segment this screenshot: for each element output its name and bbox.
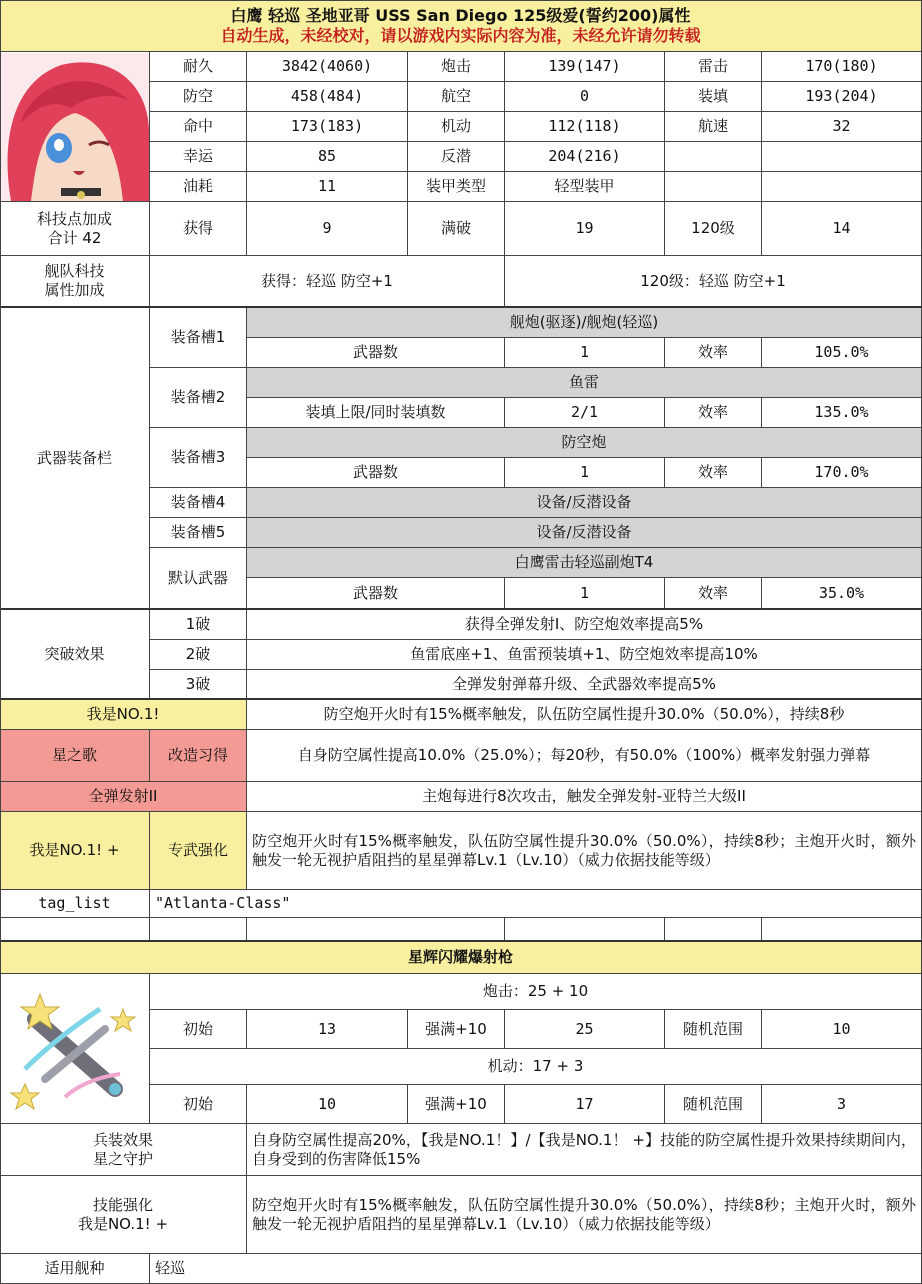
stat-label: 命中	[150, 112, 247, 142]
stat-value: 139(147)	[505, 52, 665, 82]
stat-value: 轻型装甲	[505, 172, 665, 202]
stat-label: 油耗	[150, 172, 247, 202]
spacer-cell	[247, 918, 505, 942]
stat-label: 炮击	[408, 52, 505, 82]
ship-type-label: 适用舰种	[0, 1254, 150, 1284]
stat-label: 耐久	[150, 52, 247, 82]
slot-type: 设备/反潜设备	[247, 518, 922, 548]
unique-stat-label: 初始	[150, 1085, 247, 1124]
unique-skill-desc: 防空炮开火时有15%概率触发，队伍防空属性提升30.0%（50.0%），持续8秒；主炮开火时，额外触发一轮无视护盾阻挡的星星弹幕Lv.1（Lv.10）（威力依据技能等级）	[247, 1176, 922, 1254]
slot-name: 装备槽4	[150, 488, 247, 518]
stat-value: 193(204)	[762, 82, 922, 112]
stat-value: 85	[247, 142, 408, 172]
slot-value: 1	[505, 338, 665, 368]
slot-type: 防空炮	[247, 428, 922, 458]
stat-label: 装甲类型	[408, 172, 505, 202]
skill-1-desc: 防空炮开火时有15%概率触发，队伍防空属性提升30.0%（50.0%），持续8秒	[247, 700, 922, 730]
slot-key: 效率	[665, 578, 762, 610]
skill-4-name: 我是NO.1! +	[0, 812, 150, 890]
unique-stat-value: 13	[247, 1010, 408, 1049]
tech-label-cell: 满破	[408, 202, 505, 256]
slot-type: 设备/反潜设备	[247, 488, 922, 518]
notice-text: 自动生成，未经校对，请以游戏内实际内容为准，未经允许请勿转载	[220, 25, 701, 45]
ship-type-value: 轻巡	[150, 1254, 922, 1284]
slot-name: 装备槽2	[150, 368, 247, 428]
spacer-cell	[762, 918, 922, 942]
stat-label	[665, 142, 762, 172]
header	[0, 0, 922, 52]
star-crossbow-icon	[5, 979, 145, 1119]
slot-key: 效率	[665, 398, 762, 428]
tech-label-cell: 120级	[665, 202, 762, 256]
skill-3-desc: 主炮每进行8次攻击，触发全弹发射-亚特兰大级II	[247, 782, 922, 812]
break-effect: 鱼雷底座+1、鱼雷预装填+1、防空炮效率提高10%	[247, 640, 922, 670]
stat-value: 112(118)	[505, 112, 665, 142]
weapons-label: 武器装备栏	[0, 308, 150, 610]
slot-key: 武器数	[247, 578, 505, 610]
stat-value: 173(183)	[247, 112, 408, 142]
slot-type: 舰炮(驱逐)/舰炮(轻巡)	[247, 308, 922, 338]
skill-4-tag: 专武强化	[150, 812, 247, 890]
slot-key: 装填上限/同时装填数	[247, 398, 505, 428]
slot-value: 1	[505, 578, 665, 610]
unique-weapon-image	[0, 974, 150, 1124]
unique-stat-value: 17	[505, 1085, 665, 1124]
break-level: 3破	[150, 670, 247, 700]
stat-label: 机动	[408, 112, 505, 142]
slot-name: 装备槽1	[150, 308, 247, 368]
stat-label: 装填	[665, 82, 762, 112]
skill-4-desc: 防空炮开火时有15%概率触发，队伍防空属性提升30.0%（50.0%），持续8秒；主炮开火时，额外触发一轮无视护盾阻挡的星星弹幕Lv.1（Lv.10）（威力依据技能等级）	[247, 812, 922, 890]
unique-stat2-header: 机动：17 + 3	[150, 1049, 922, 1085]
unique-effect-label: 兵装效果 星之守护	[0, 1124, 247, 1176]
slot-value: 170.0%	[762, 458, 922, 488]
spacer-cell	[505, 918, 665, 942]
portrait-image	[1, 53, 149, 201]
stat-label: 雷击	[665, 52, 762, 82]
slot-key: 效率	[665, 338, 762, 368]
unique-stat-label: 初始	[150, 1010, 247, 1049]
tech-label: 科技点加成 合计 42	[0, 202, 150, 256]
stat-value	[762, 142, 922, 172]
slot-value: 105.0%	[762, 338, 922, 368]
tag-list-value: "Atlanta-Class"	[150, 890, 922, 918]
spacer-cell	[0, 918, 150, 942]
stat-value: 170(180)	[762, 52, 922, 82]
tech-value: 14	[762, 202, 922, 256]
stat-label: 防空	[150, 82, 247, 112]
unique-stat-label: 强满+10	[408, 1085, 505, 1124]
spacer-cell	[665, 918, 762, 942]
tag-list-label: tag_list	[0, 890, 150, 918]
stat-value	[762, 172, 922, 202]
slot-value: 1	[505, 458, 665, 488]
slot-name: 默认武器	[150, 548, 247, 610]
slot-key: 武器数	[247, 338, 505, 368]
tech-value: 9	[247, 202, 408, 256]
skill-1-name: 我是NO.1!	[0, 700, 247, 730]
unique-stat-value: 25	[505, 1010, 665, 1049]
slot-value: 2/1	[505, 398, 665, 428]
stat-label: 航速	[665, 112, 762, 142]
slot-type: 鱼雷	[247, 368, 922, 398]
unique-stat-value: 10	[762, 1010, 922, 1049]
break-effect: 全弹发射弹幕升级、全武器效率提高5%	[247, 670, 922, 700]
slot-name: 装备槽5	[150, 518, 247, 548]
fleet-tech-get: 获得：轻巡 防空+1	[150, 256, 505, 308]
slot-value: 135.0%	[762, 398, 922, 428]
slot-type: 白鹰雷击轻巡副炮T4	[247, 548, 922, 578]
skill-2-tag: 改造习得	[150, 730, 247, 782]
stat-value: 32	[762, 112, 922, 142]
slot-key: 效率	[665, 458, 762, 488]
unique-stat-label: 随机范围	[665, 1085, 762, 1124]
skill-2-name: 星之歌	[0, 730, 150, 782]
slot-value: 35.0%	[762, 578, 922, 610]
stat-label	[665, 172, 762, 202]
stat-label: 反潜	[408, 142, 505, 172]
breakthrough-label: 突破效果	[0, 610, 150, 700]
stat-value: 3842(4060)	[247, 52, 408, 82]
unique-stat1-header: 炮击：25 + 10	[150, 974, 922, 1010]
page-title: 白鹰 轻巡 圣地亚哥 USS San Diego 125级爱(誓约200)属性	[230, 5, 691, 25]
spacer-cell	[150, 918, 247, 942]
portrait	[0, 52, 150, 202]
unique-weapon-title: 星辉闪耀爆射枪	[0, 942, 922, 974]
unique-effect-desc: 自身防空属性提高20%，【我是NO.1！】/【我是NO.1！ +】技能的防空属性提升效果持续期间内，自身受到的伤害降低15%	[247, 1124, 922, 1176]
tech-label-cell: 获得	[150, 202, 247, 256]
unique-skill-label: 技能强化 我是NO.1! +	[0, 1176, 247, 1254]
stat-value: 204(216)	[505, 142, 665, 172]
stat-label: 幸运	[150, 142, 247, 172]
fleet-tech-120: 120级：轻巡 防空+1	[505, 256, 922, 308]
unique-stat-value: 10	[247, 1085, 408, 1124]
break-level: 1破	[150, 610, 247, 640]
stat-value: 458(484)	[247, 82, 408, 112]
unique-stat-label: 强满+10	[408, 1010, 505, 1049]
break-effect: 获得全弹发射I、防空炮效率提高5%	[247, 610, 922, 640]
stat-label: 航空	[408, 82, 505, 112]
stat-value: 11	[247, 172, 408, 202]
skill-2-desc: 自身防空属性提高10.0%（25.0%）；每20秒，有50.0%（100%）概率发射强力弹幕	[247, 730, 922, 782]
tech-value: 19	[505, 202, 665, 256]
fleet-tech-label: 舰队科技 属性加成	[0, 256, 150, 308]
slot-name: 装备槽3	[150, 428, 247, 488]
break-level: 2破	[150, 640, 247, 670]
skill-3-name: 全弹发射II	[0, 782, 247, 812]
unique-stat-value: 3	[762, 1085, 922, 1124]
unique-stat-label: 随机范围	[665, 1010, 762, 1049]
stat-value: 0	[505, 82, 665, 112]
slot-key: 武器数	[247, 458, 505, 488]
